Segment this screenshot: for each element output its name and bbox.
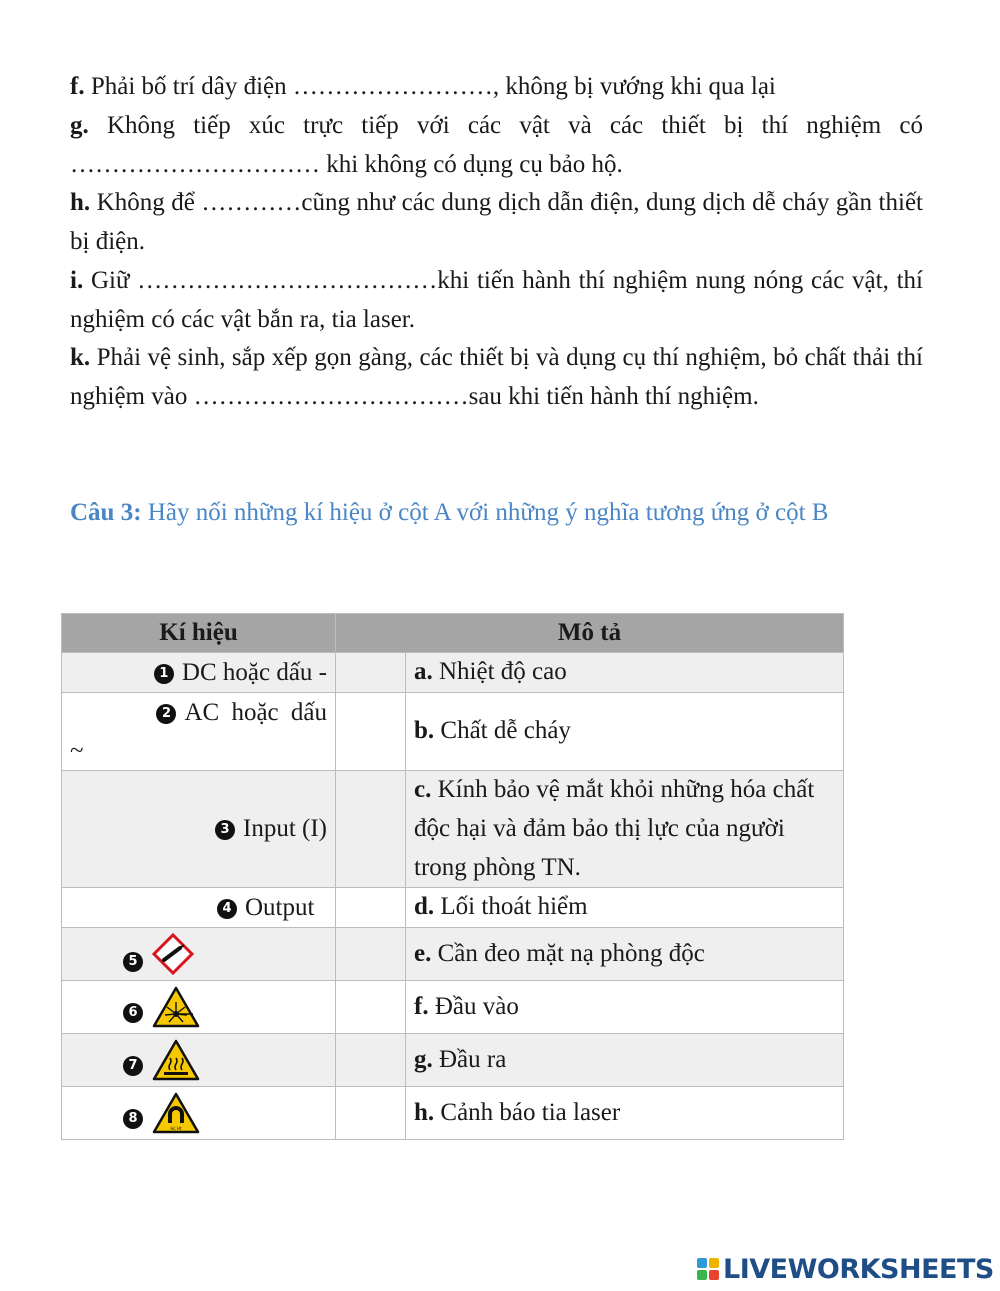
description-text: Chất dễ cháy — [434, 717, 571, 745]
answer-blank[interactable] — [336, 771, 406, 888]
item-k — [70, 339, 923, 417]
description-letter: c. — [414, 776, 432, 803]
item-h — [70, 184, 923, 262]
answer-blank[interactable] — [336, 1034, 406, 1087]
table-row — [62, 771, 844, 888]
description-cell — [406, 928, 844, 981]
item-label: k. — [70, 344, 91, 371]
item-number-badge: 3 — [215, 820, 235, 840]
header-description: Mô tả — [336, 614, 844, 653]
item-number-badge: 4 — [217, 899, 237, 919]
hot-surface-warning-icon — [151, 1038, 201, 1082]
description-cell — [406, 653, 844, 693]
description-cell — [406, 693, 844, 771]
symbol-text: DC hoặc dấu - — [181, 658, 327, 686]
table-row — [62, 928, 844, 981]
answer-blank[interactable] — [336, 653, 406, 693]
symbol-text: Input (I) — [243, 815, 327, 843]
answer-blank[interactable] — [336, 981, 406, 1034]
description-cell — [406, 888, 844, 928]
description-text: Đầu ra — [432, 1045, 507, 1073]
symbol-cell — [62, 1034, 336, 1087]
answer-blank[interactable] — [336, 1087, 406, 1140]
header-symbol: Kí hiệu — [62, 614, 336, 653]
item-number-badge: 5 — [123, 952, 143, 972]
item-label: g. — [70, 112, 89, 139]
item-text: Giữ ………………………………khi tiến hành thí nghiệm nung nóng các vật, thí nghiệm có các vật bắn ra, tia laser. — [70, 267, 923, 333]
symbol-cell — [62, 771, 336, 888]
item-label: f. — [70, 73, 85, 100]
description-letter: f. — [414, 992, 429, 1020]
description-text: Cảnh báo tia laser — [434, 1098, 621, 1126]
item-text: Phải vệ sinh, sắp xếp gọn gàng, các thiết bị và dụng cụ thí nghiệm, bỏ chất thải thí nghiệm vào ……………………………sau khi tiến hành thí nghiệm. — [70, 344, 923, 410]
logo-grid-icon — [697, 1258, 719, 1280]
table-row — [62, 1087, 844, 1140]
matching-table — [61, 613, 844, 1140]
description-letter: d. — [414, 893, 435, 921]
table-header-row — [62, 614, 844, 653]
answer-blank[interactable] — [336, 928, 406, 981]
question-text: Hãy nối những kí hiệu ở cột A với những ý nghĩa tương ứng ở cột B — [141, 499, 829, 526]
description-cell — [406, 771, 844, 888]
description-text: Cần đeo mặt nạ phòng độc — [431, 939, 705, 967]
item-text: Không tiếp xúc trực tiếp với các vật và các thiết bị thí nghiệm có ………………………… khi không có dụng cụ bảo hộ. — [70, 112, 923, 178]
magnetic-field-warning-icon — [151, 1091, 201, 1135]
item-number-badge: 7 — [123, 1056, 143, 1076]
description-letter: e. — [414, 939, 432, 967]
table-row — [62, 693, 844, 771]
flammable-diamond-icon — [151, 932, 195, 976]
symbol-cell — [62, 928, 336, 981]
question-label: Câu 3: — [70, 499, 142, 526]
symbol-cell — [62, 693, 336, 771]
item-number-badge: 1 — [154, 664, 174, 684]
item-label: h. — [70, 189, 91, 216]
description-text: Kính bảo vệ mắt khỏi những hóa chất độc hại và đảm bảo thị lực của người trong phòng TN. — [414, 776, 815, 881]
description-letter: h. — [414, 1098, 435, 1126]
description-cell — [406, 1087, 844, 1140]
symbol-text-cont: ~ — [70, 736, 84, 764]
description-cell — [406, 981, 844, 1034]
description-letter: b. — [414, 717, 435, 745]
description-text: Đầu vào — [428, 992, 519, 1020]
symbol-text: AC hoặc dấu — [184, 698, 327, 726]
item-i — [70, 262, 923, 340]
symbol-text: Output — [245, 893, 315, 921]
item-f — [70, 68, 923, 107]
item-text: Không để …………cũng như các dung dịch dẫn điện, dung dịch dễ cháy gần thiết bị điện. — [70, 189, 923, 255]
symbol-cell — [62, 888, 336, 928]
table-row — [62, 981, 844, 1034]
description-text: Nhiệt độ cao — [432, 658, 567, 686]
item-label: i. — [70, 267, 84, 294]
answer-blank[interactable] — [336, 888, 406, 928]
answer-blank[interactable] — [336, 693, 406, 771]
table-row — [62, 653, 844, 693]
liveworksheets-logo — [697, 1253, 994, 1285]
symbol-cell — [62, 981, 336, 1034]
item-number-badge: 6 — [123, 1003, 143, 1023]
brand-text: LIVEWORKSHEETS — [723, 1253, 994, 1285]
symbol-cell — [62, 1087, 336, 1140]
item-number-badge: 2 — [156, 704, 176, 724]
question-3 — [70, 494, 923, 533]
description-letter: a. — [414, 658, 433, 686]
description-letter: g. — [414, 1045, 433, 1073]
item-g — [70, 107, 923, 185]
item-text: Phải bố trí dây điện ……………………, không bị vướng khi qua lại — [84, 73, 776, 100]
table-row — [62, 1034, 844, 1087]
table-row — [62, 888, 844, 928]
description-cell — [406, 1034, 844, 1087]
magnet-icon-text: Hc Ht — [170, 1126, 182, 1132]
symbol-cell — [62, 653, 336, 693]
laser-warning-icon — [151, 985, 201, 1029]
description-text: Lối thoát hiểm — [434, 893, 588, 921]
item-number-badge: 8 — [123, 1109, 143, 1129]
